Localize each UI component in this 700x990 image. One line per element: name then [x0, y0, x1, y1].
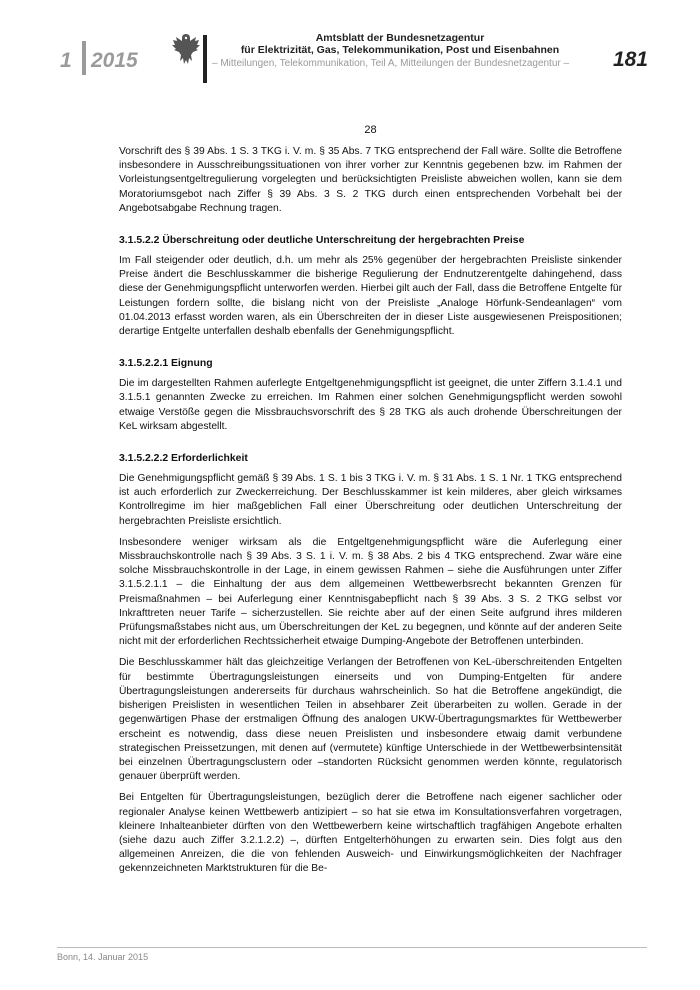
- section-paragraph-eignung: Die im dargestellten Rahmen auferlegte Entgeltgenehmigungspflicht ist geeignet, die unter Ziffern 3.1.4.1 und 3.1.5.1 genannten Zwecke zu erreichen. Im Rahmen einer solchen Genehmigungspflicht werden sowohl etwaige Verstöße gegen die Missbrauchsvorschrift des § 28 TKG als auch drohende Überschreitungen der KeL wirksam abgestellt.: [119, 378, 622, 432]
- issue-number: 1: [60, 49, 72, 72]
- section-heading-erforderlichkeit: 3.1.5.2.2.2 Erforderlichkeit: [119, 453, 248, 465]
- footer-divider: [57, 947, 647, 948]
- issue-year: 2015: [91, 49, 138, 72]
- intro-paragraph: Vorschrift des § 39 Abs. 1 S. 3 TKG i. V. m. § 35 Abs. 7 TKG entsprechend der Fall wäre. Sollte die Betroffene insbesondere in Ausschreibungssituationen von ihrer vorher zur Kenntnis gegebenen bzw. im Rahmen der Vorleistungsentgeltregulierung vorgelegten und berücksichtigten Preisliste abweichen wollen, kann sie dem Moratoriumsgebot nach Ziffer § 39 Abs. 3 S. 2 TKG durch einen entsprechenden Vorbehalt bei der Angebotsabgabe Rechnung tragen.: [119, 146, 622, 214]
- footer-place-date: Bonn, 14. Januar 2015: [57, 952, 149, 962]
- inner-page-number: 28: [364, 124, 377, 136]
- gazette-title-line2: für Elektrizität, Gas, Telekommunikation, Post und Eisenbahnen: [240, 44, 560, 56]
- issue-divider: [82, 41, 86, 75]
- page-header: [0, 0, 700, 90]
- paragraph: Die Beschlusskammer hält das gleichzeitige Verlangen der Betroffenen von KeL-überschreitenden Entgelten für bestimmte Übertragungsleistungen einerseits und von Dumping-Entgelten für andere Übertragungsleistungen andererseits für durchaus wahrscheinlich. So hat die Betroffene angekündigt, die bisherigen Preislisten in wesentlichen Teilen in absehbarer Zeit überarbeiten zu wollen. Gerade in der gegenwärtigen Phase der erstmaligen Öffnung des analogen UKW-Übertragungsmarktes für Wettbewerber erscheint es notwendig, dass diese neuen Preislisten und insbesondere etwaig damit verbundene strategischen Preissetzungen, mit denen auf (vermutete) künftige Unterschiede in der Wettbewerbsintensität bei einzelnen Übertragungsclustern oder –standorten Rücksicht genommen werden könnte, regulatorisch genauer überprüft werden.: [119, 657, 622, 783]
- paragraph: Insbesondere weniger wirksam als die Entgeltgenehmigungspflicht wäre die Auferlegung einer Missbrauchskontrolle nach § 39 Abs. 3 S. 1 i. V. m. § 38 Abs. 2 bis 4 TKG entsprechend. Zwar wäre eine solche Missbrauchskontrolle in der Lage, in einem gewissen Rahmen – siehe die Ausführungen unter Ziffer 3.1.5.2.1.1 – die Einhaltung der aus dem allgemeinen Wettbewerbsrecht bekannten Grenzen für Preismaßnahmen – bei Auferlegung einer Kenntnisgabepflicht nach § 39 Abs. 3 S. 2 TKG selbst vor Inkrafttreten neuer Tarife – sicherzustellen. Sie reichte aber auf der einen Seite aufgrund ihres milderen Prüfungsmaßstabes nicht aus, um Überschreitungen der KeL zu begegnen, und könnte auf der anderen Seite nicht mit der erforderlichen Rechtssicherheit etwaige Dumping-Angebote der Betroffenen unterbinden.: [119, 536, 622, 648]
- section-heading-preise: 3.1.5.2.2 Überschreitung oder deutliche Unterschreitung der hergebrachten Preise: [119, 235, 525, 247]
- document-body: [119, 124, 622, 884]
- gazette-title: [215, 32, 585, 56]
- page-number: 181: [612, 48, 648, 71]
- paragraph: Bei Entgelten für Übertragungsleistungen, bezüglich derer die Betroffene nach eigener sachlicher oder regionaler Analyse keinen Wettbewerb antizipiert – so hat sie etwa im Konsultationsverfahren vorgetragen, kleinere Inhalteanbieter dürften von den Wettbewerbern keine wirtschaftlich tragfähigen Angebote erhalten (siehe dazu auch Ziffer 3.2.1.2.2) –, dürften Entgelterhöhungen zu erwarten sein. Dies folgt aus den allgemeinen Anreizen, die die von fehlenden Ausweich- und Einwirkungsmöglichkeiten der Nachfrager gekennzeichneten Marktstrukturen für die Be-: [119, 792, 622, 875]
- gazette-title-line1: Amtsblatt der Bundesnetzagentur: [315, 32, 485, 44]
- section-paragraph-preise: Im Fall steigender oder deutlich, d.h. um mehr als 25% gegenüber der hergebrachten Preisliste sinkender Preise ändert die Beschlusskammer die bisherige Regulierung der Endnutzerentgelte dahingehend, dass diese der Genehmigungspflicht unterworfen werden. Hierbei gilt auch der Fall, dass die Betroffene Entgelte für Leistungen fordern sollte, die bislang nicht von der Preisliste „Analoge Hörfunk-Sendeanlagen“ vom 01.04.2013 erfasst worden waren, als ein Überschreiten der in dieser Liste ausgewiesenen Preispositionen; derartige Entgelte unterfallen deshalb ebenfalls der Genehmigungspflicht.: [119, 255, 622, 338]
- header-divider: [203, 35, 207, 83]
- gazette-subtitle: – Mitteilungen, Telekommunikation, Teil A, Mitteilungen der Bundesnetzagentur –: [212, 58, 570, 69]
- paragraph: Die Genehmigungspflicht gemäß § 39 Abs. 1 S. 1 bis 3 TKG i. V. m. § 31 Abs. 1 S. 1 Nr. 1 TKG entsprechend ist auch erforderlich zur Zweckerreichung. Der Beschlusskammer ist kein milderes, aber gleich wirksames Kontrollregime im hier maßgeblichen Fall einer Überschreitung oder deutlichen Unterschreitung der hergebrachten Preisliste ersichtlich.: [119, 473, 622, 527]
- section-heading-eignung: 3.1.5.2.2.1 Eignung: [119, 358, 213, 370]
- federal-eagle-icon: [170, 31, 202, 69]
